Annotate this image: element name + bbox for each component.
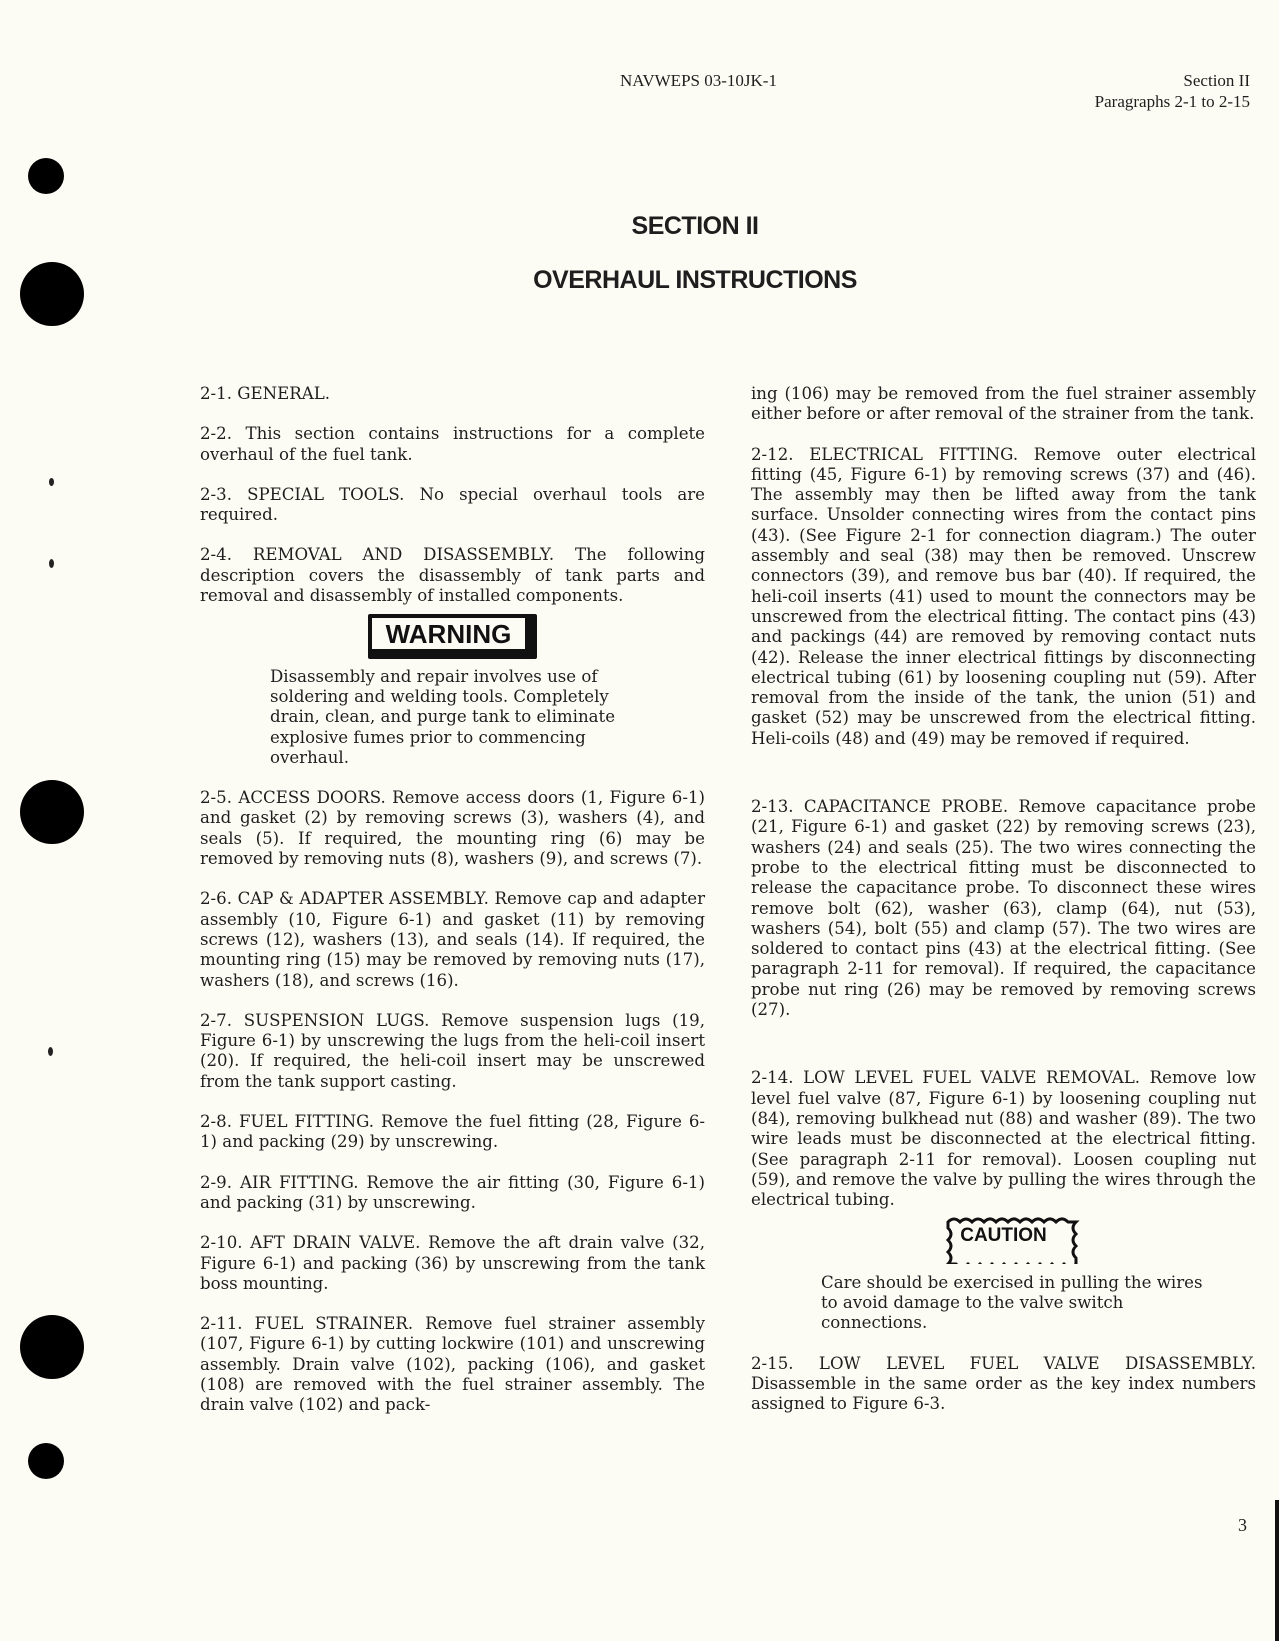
punch-hole-1 <box>28 158 64 194</box>
paragraph-2-11: 2-11. FUEL STRAINER. Remove fuel strainer assembly (107, Figure 6-1) by cutting lockwire (101) and unscrewing assembly. Drain valve (102), packing (106), and gasket (108) are removed with the fuel strainer assembly. The drain valve (102) and pack- <box>200 1314 705 1415</box>
paragraph-2-10: 2-10. AFT DRAIN VALVE. Remove the aft drain valve (32, Figure 6-1) and packing (36) by unscrewing from the tank boss mounting. <box>200 1233 705 1293</box>
caution-badge <box>940 1214 1067 1258</box>
warning-text: Disassembly and repair involves use of soldering and welding tools. Completely drain, clean, and purge tank to eliminate explosive fumes prior to commencing overhaul. <box>270 666 616 767</box>
left-column <box>200 384 705 1436</box>
paragraph-2-14: 2-14. LOW LEVEL FUEL VALVE REMOVAL. Remove low level fuel valve (87, Figure 6-1) by loosening coupling nut (84), removing bulkhead nut (88) and washer (89). The two wire leads must be disconnected at the electrical fitting. (See paragraph 2-11 for removal). Loosen coupling nut (59), and remove the valve by pulling the wires through the electrical tubing. <box>751 1068 1256 1210</box>
section-label: Section II <box>1183 71 1250 90</box>
paragraph-2-3: 2-3. SPECIAL TOOLS. No special overhaul tools are required. <box>200 484 705 525</box>
paragraph-2-11-continued: ing (106) may be removed from the fuel strainer assembly either before or after removal of the strainer from the tank. <box>751 384 1256 424</box>
paragraph-2-12: 2-12. ELECTRICAL FITTING. Remove outer electrical fitting (45, Figure 6-1) by removing screws (37) and (46). The assembly may then be lifted away from the tank surface. Unsolder connecting wires from the contact pins (43). (See Figure 2-1 for connection diagram.) The outer assembly and seal (38) may then be removed. Unscrew connectors (39), and remove bus bar (40). If required, the heli-coil inserts (41) used to mount the connectors may be unscrewed from the electrical fitting. The contact pins (43) and packings (44) are removed by removing contact nuts (42). Release the inner electrical fittings by disconnecting electrical tubing (61) by loosening coupling nut (59). After removal from the inside of the tank, the union (51) and gasket (52) may be unscrewed from the electrical fitting. Heli-coils (48) and (49) may be removed if required. <box>751 444 1256 748</box>
binder-mark-3 <box>48 1047 53 1056</box>
punch-hole-3 <box>20 780 84 844</box>
section-reference <box>1095 70 1250 112</box>
paragraph-2-5: 2-5. ACCESS DOORS. Remove access doors (1, Figure 6-1) and gasket (2) by removing screws (3), washers (4), and seals (5). If required, the mounting ring (6) may be removed by removing nuts (8), washers (9), and screws (7). <box>200 788 705 869</box>
warning-label: WARNING <box>368 614 538 658</box>
binder-mark-1 <box>49 478 54 486</box>
punch-hole-4 <box>20 1315 84 1379</box>
paragraph-2-15: 2-15. LOW LEVEL FUEL VALVE DISASSEMBLY. Disassemble in the same order as the key index numbers assigned to Figure 6-3. <box>751 1353 1256 1414</box>
section-title: SECTION II <box>631 212 759 240</box>
page-edge-shadow <box>1275 1500 1279 1641</box>
paragraph-2-13: 2-13. CAPACITANCE PROBE. Remove capacitance probe (21, Figure 6-1) and gasket (22) by removing screws (23), washers (24) and seals (25). The two wires connecting the probe to the electrical fitting must be disconnected to release the capacitance probe. To disconnect these wires remove bolt (62), washer (63), clamp (64), nut (53), washers (54), bolt (55) and clamp (57). The two wires are soldered to contact pins (43) at the electrical fitting. (See paragraph 2-11 for removal). If required, the capacitance probe nut ring (26) may be removed by removing screws (27). <box>751 797 1256 1020</box>
punch-hole-5 <box>28 1443 64 1479</box>
paragraph-2-9: 2-9. AIR FITTING. Remove the air fitting (30, Figure 6-1) and packing (31) by unscrewing. <box>200 1172 705 1212</box>
caution-label: CAUTION <box>960 1225 1047 1247</box>
binder-mark-2 <box>49 559 54 568</box>
warning-box <box>200 614 705 658</box>
document-number: NAVWEPS 03-10JK-1 <box>620 71 777 90</box>
paragraph-range: Paragraphs 2-1 to 2-15 <box>1094 92 1250 111</box>
page-heading: OVERHAUL INSTRUCTIONS <box>533 266 857 294</box>
paragraph-2-6: 2-6. CAP & ADAPTER ASSEMBLY. Remove cap and adapter assembly (10, Figure 6-1) and gasket (11) by removing screws (12), washers (13), and seals (14). If required, the mounting ring (15) may be removed by removing nuts (17), washers (18), and screws (16). <box>200 889 705 990</box>
caution-text: Care should be exercised in pulling the wires to avoid damage to the valve switch connections. <box>821 1272 1203 1333</box>
paragraph-2-8: 2-8. FUEL FITTING. Remove the fuel fitting (28, Figure 6-1) and packing (29) by unscrewing. <box>200 1112 705 1152</box>
page-number: 3 <box>1238 1515 1247 1535</box>
right-column <box>751 384 1256 1434</box>
paragraph-2-7: 2-7. SUSPENSION LUGS. Remove suspension lugs (19, Figure 6-1) by unscrewing the lugs from the heli-coil insert (20). If required, the heli-coil insert may be unscrewed from the tank support casting. <box>200 1010 705 1091</box>
paragraph-2-1: 2-1. GENERAL. <box>200 384 331 403</box>
paragraph-2-4: 2-4. REMOVAL AND DISASSEMBLY. The following description covers the disassembly of tank parts and removal and disassembly of installed components. <box>200 545 705 606</box>
paragraph-2-2: 2-2. This section contains instructions for a complete overhaul of the fuel tank. <box>200 424 705 464</box>
caution-box <box>751 1214 1256 1258</box>
